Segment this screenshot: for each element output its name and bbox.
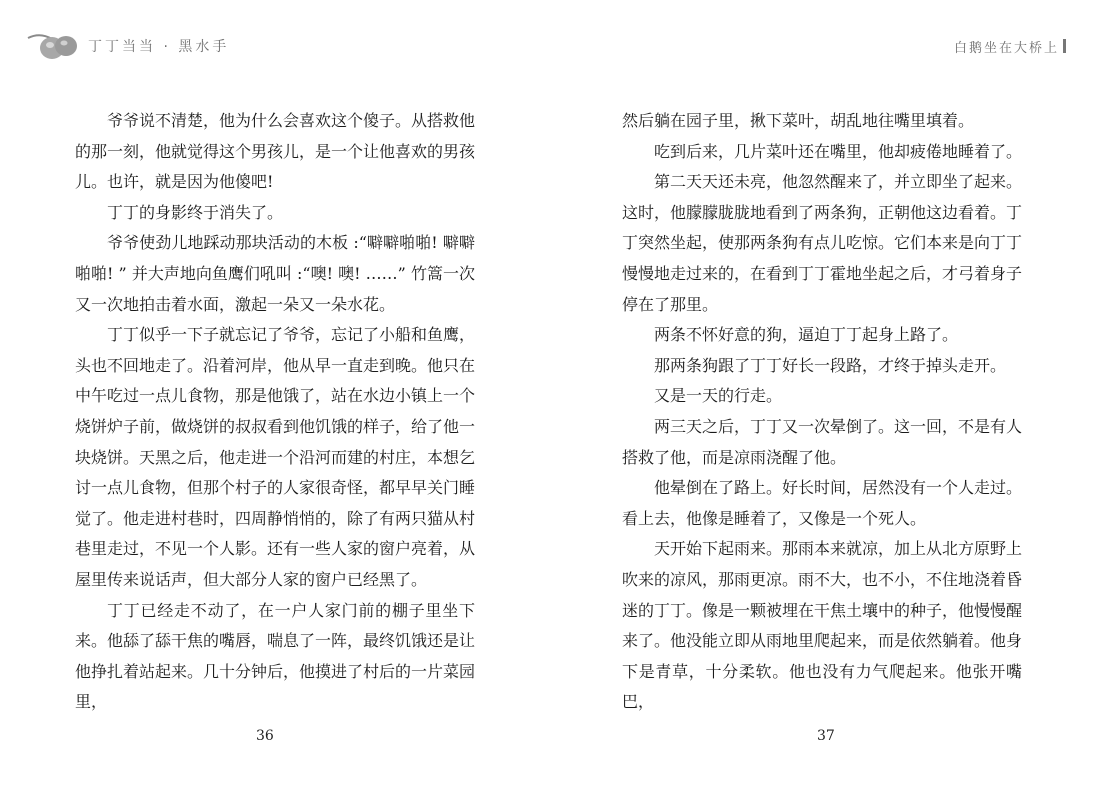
paragraph: 第二天天还未亮，他忽然醒来了，并立即坐了起来。这时，他朦朦胧胧地看到了两条狗，正朝他这边看着。丁丁突然坐起，使那两条狗有点儿吃惊。它们本来是向丁丁慢慢地走过来的，在看到丁丁霍地坐起之后，才弓着身子停在了那里。 bbox=[622, 172, 1023, 314]
page-number-left: 36 bbox=[256, 728, 274, 744]
paragraph: 丁丁似乎一下子就忘记了爷爷，忘记了小船和鱼鹰，头也不回地走了。沿着河岸，他从早一直走到晚。他只在中午吃过一点儿食物，那是他饿了，站在水边小镇上一个烧饼炉子前，做烧饼的叔叔看到他饥饿的样子，给了他一块烧饼。天黑之后，他走进一个沿河而建的村庄，本想乞讨一点儿食物，但那个村子的人家很奇怪，都早早关门睡觉了。他走进村巷时，四周静悄悄的，除了有两只猫从村巷里走过，不见一个人影。还有一些人家的窗户亮着，从屋里传来说话声，但大部分人家的窗户已经黑了。 bbox=[75, 325, 476, 589]
gourd-logo-icon bbox=[26, 30, 82, 62]
paragraph: 然后躺在园子里，揪下菜叶，胡乱地往嘴里填着。 bbox=[622, 111, 975, 130]
paragraph: 爷爷使劲儿地踩动那块活动的木板 :“噼噼啪啪! 噼噼啪啪! ” 并大声地向鱼鹰们吼叫 :“噢! 噢! ……” 竹篙一次又一次地拍击着水面，激起一朵又一朵水花。 bbox=[75, 233, 475, 314]
header-left bbox=[26, 30, 229, 62]
paragraph: 两条不怀好意的狗，逼迫丁丁起身上路了。 bbox=[654, 325, 959, 345]
chapter-title: 白鹅坐在大桥上 bbox=[953, 40, 1059, 56]
page-number-right: 37 bbox=[817, 728, 835, 744]
right-page bbox=[622, 106, 1022, 718]
paragraph: 那两条狗跟了丁丁好长一段路，才终于掉头走开。 bbox=[654, 355, 1007, 375]
paragraph: 又是一天的行走。 bbox=[654, 386, 783, 406]
paragraph: 天开始下起雨来。那雨本来就凉，加上从北方原野上吹来的凉风，那雨更凉。雨不大，也不小，不住地浇着昏迷的丁丁。像是一颗被埋在干焦土壤中的种子，他慢慢醒来了。他没能立即从雨地里爬起来，而是依然躺着。他身下是青草，十分柔软。他也没有力气爬起来。他张开嘴巴， bbox=[622, 539, 1023, 712]
series-title: 丁丁当当 · 黑水手 bbox=[88, 39, 230, 55]
paragraph: 爷爷说不清楚，他为什么会喜欢这个傻子。从搭救他的那一刻，他就觉得这个男孩儿，是一个让他喜欢的男孩儿。也许，就是因为他傻吧! bbox=[75, 111, 476, 192]
header-right bbox=[954, 36, 1066, 56]
paragraph: 吃到后来，几片菜叶还在嘴里，他却疲倦地睡着了。 bbox=[654, 141, 1023, 161]
paragraph: 他晕倒在了路上。好长时间，居然没有一个人走过。看上去，他像是睡着了，又像是一个死人。 bbox=[622, 478, 1023, 528]
left-page bbox=[75, 106, 475, 718]
chapter-marker bbox=[1063, 39, 1066, 53]
paragraph: 两三天之后，丁丁又一次晕倒了。这一回，不是有人搭救了他，而是凉雨浇醒了他。 bbox=[622, 416, 1023, 467]
paragraph: 丁丁已经走不动了，在一户人家门前的棚子里坐下来。他舔了舔干焦的嘴唇，喘息了一阵，最终饥饿还是让他挣扎着站起来。几十分钟后，他摸进了村后的一片菜园里， bbox=[75, 600, 476, 712]
paragraph: 丁丁的身影终于消失了。 bbox=[107, 202, 284, 222]
